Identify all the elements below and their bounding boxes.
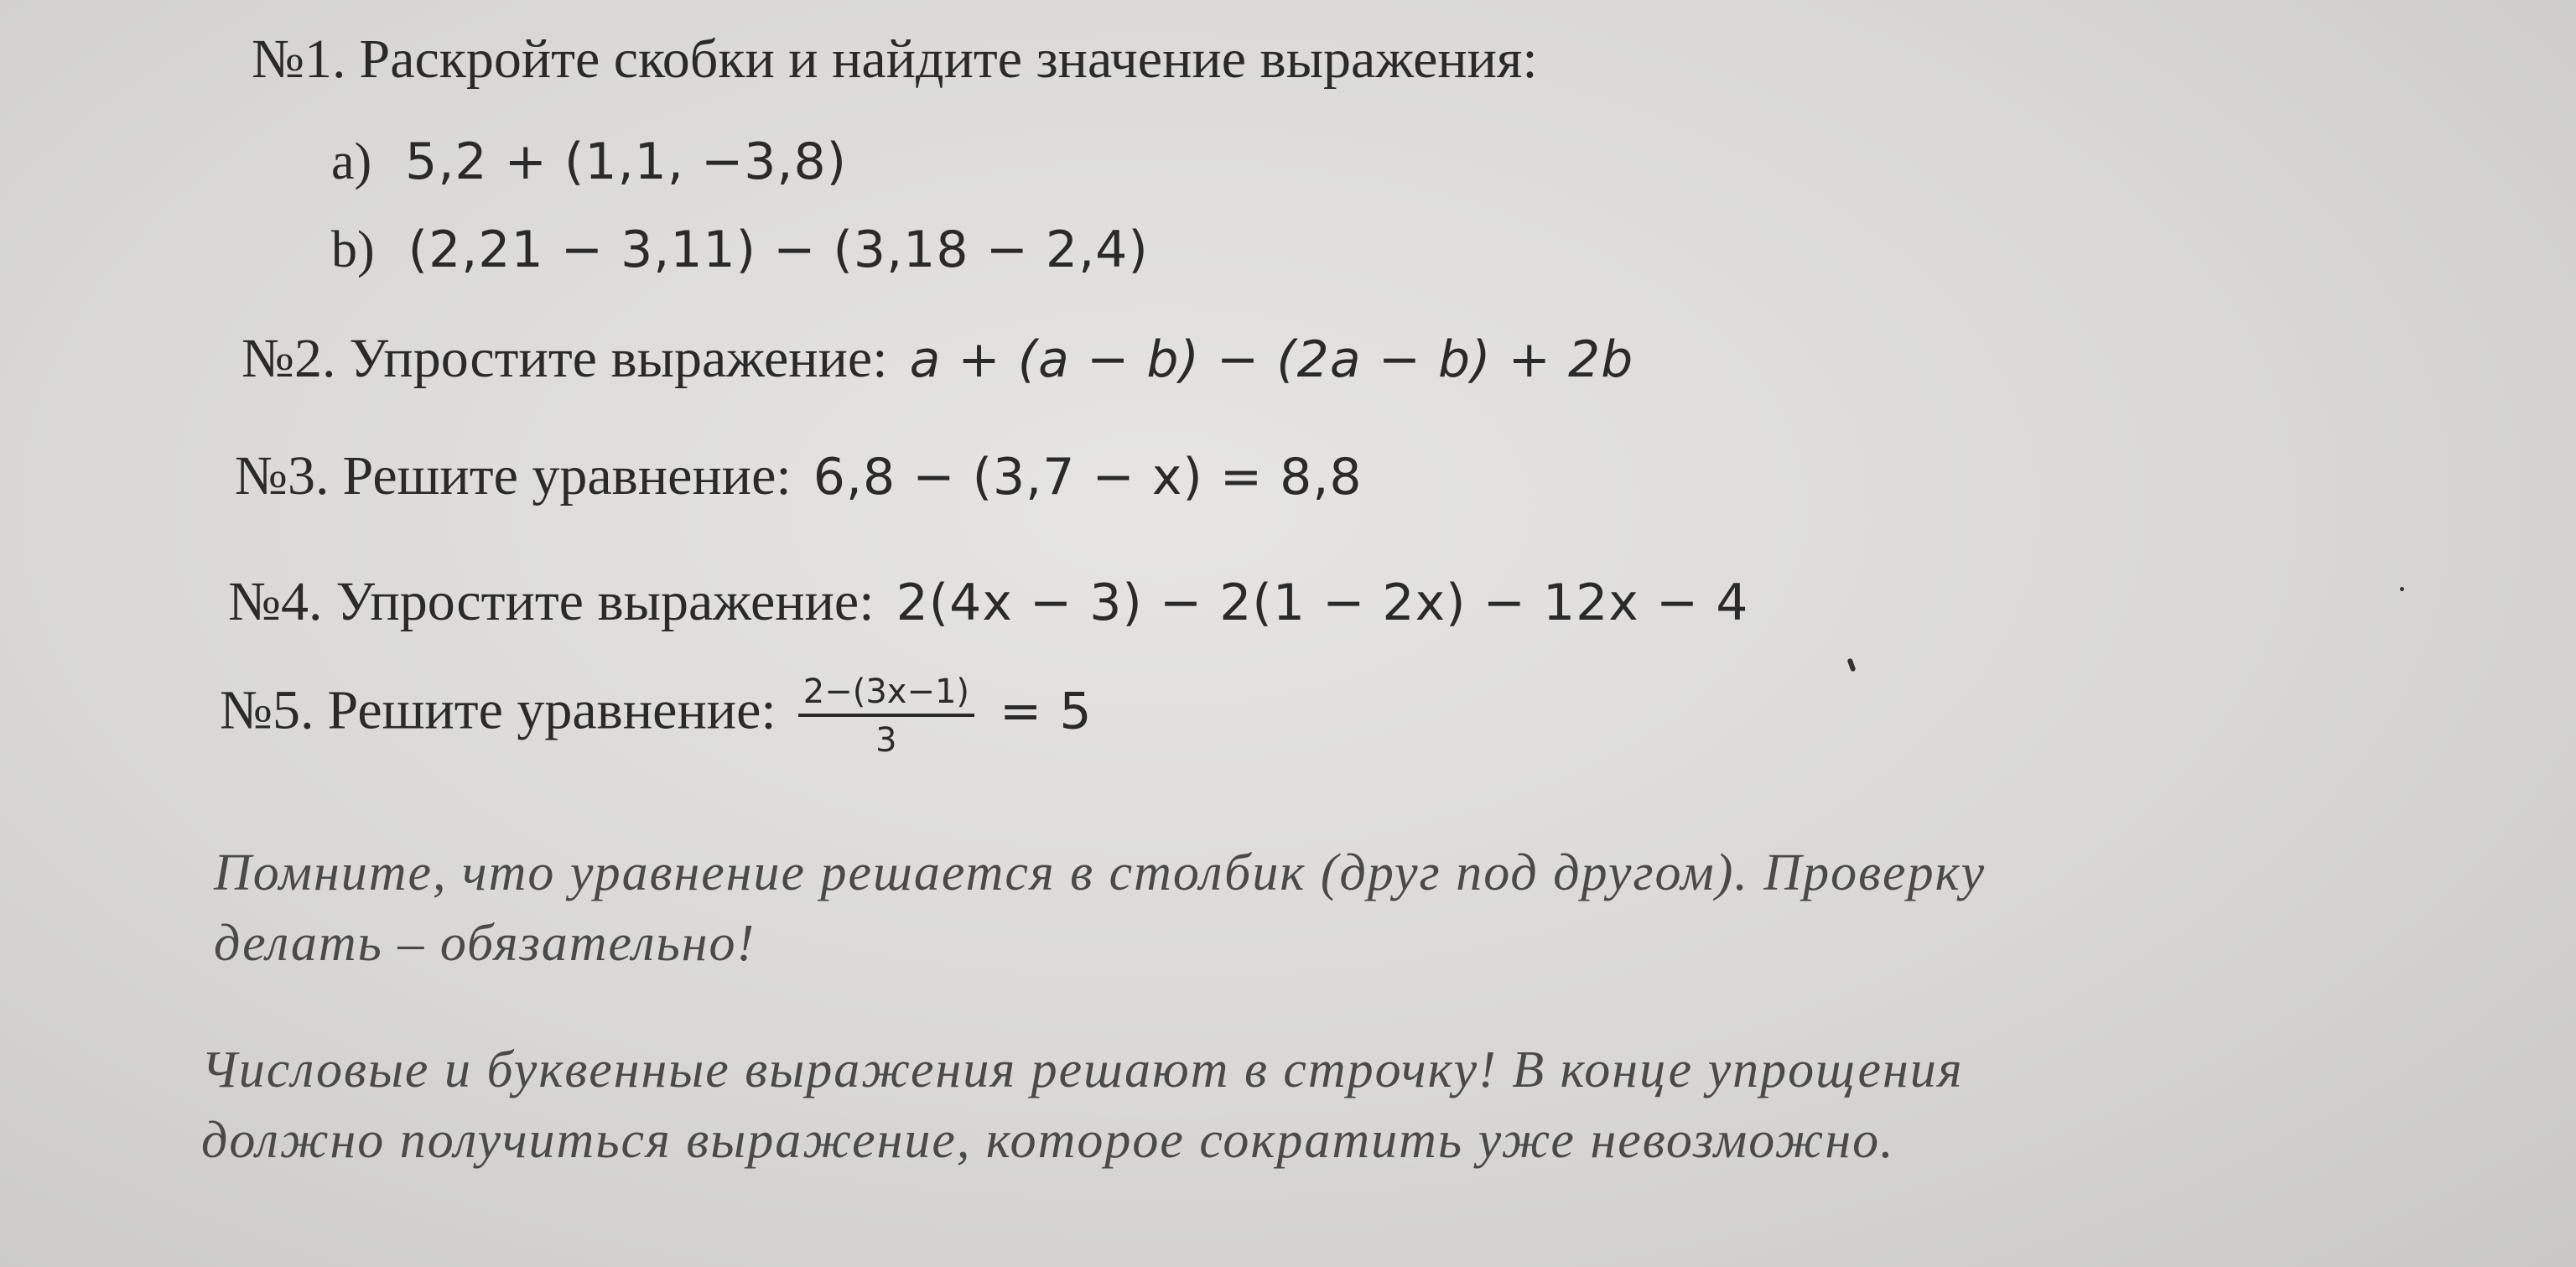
- task-5-instruction: Решите уравнение:: [327, 679, 776, 741]
- task-2-number: №2.: [242, 328, 336, 389]
- task-5-rhs: = 5: [1000, 682, 1093, 741]
- note-2-line-2: должно получиться выражение, которое сократить уже невозможно.: [201, 1111, 1895, 1169]
- task-1b: [331, 221, 1149, 279]
- task-1a: [331, 132, 848, 191]
- pen-mark: [1846, 657, 1856, 672]
- task-4-number: №4.: [228, 571, 323, 632]
- task-4-instruction: Упростите выражение:: [335, 571, 875, 632]
- task-3: [235, 445, 1363, 506]
- task-2: [242, 328, 1634, 389]
- task-5: [220, 672, 1093, 760]
- task-1b-expression: (2,21 − 3,11) − (3,18 − 2,4): [408, 221, 1149, 279]
- task-5-numerator: 2−(3x−1): [798, 675, 974, 717]
- task-5-number: №5.: [220, 679, 314, 741]
- task-3-expression: 6,8 − (3,7 − x) = 8,8: [813, 448, 1363, 506]
- note-column-equation: [214, 839, 1986, 979]
- task-5-fraction: [798, 672, 974, 760]
- task-2-expression: a + (a − b) − (2a − b) + 2b: [909, 330, 1634, 389]
- note-1-line-1: Помните, что уравнение решается в столбик (друг под другом). Проверку: [214, 844, 1987, 901]
- task-5-denominator: 3: [875, 721, 897, 760]
- task-2-instruction: Упростите выражение:: [349, 328, 888, 389]
- task-4-expression: 2(4x − 3) − 2(1 − 2x) − 12x − 4: [896, 574, 1749, 632]
- task-1-number: №1.: [252, 29, 346, 90]
- task-4: [228, 571, 1749, 632]
- note-2-line-1: Числовые и буквенные выражения решают в строчку! В конце упрощения: [201, 1041, 1964, 1098]
- note-inline-expressions: [201, 1036, 1964, 1176]
- pen-dot: [2399, 586, 2404, 591]
- task-3-instruction: Решите уравнение:: [342, 445, 792, 506]
- note-1-line-2: делать – обязательно!: [214, 914, 756, 972]
- task-1a-expression: 5,2 + (1,1, −3,8): [405, 132, 848, 191]
- task-1-heading: [252, 29, 1538, 90]
- task-1-instruction: Раскройте скобки и найдите значение выражения:: [359, 29, 1538, 90]
- task-1b-label: b): [331, 221, 375, 278]
- task-3-number: №3.: [235, 445, 330, 506]
- task-1a-label: a): [331, 133, 372, 190]
